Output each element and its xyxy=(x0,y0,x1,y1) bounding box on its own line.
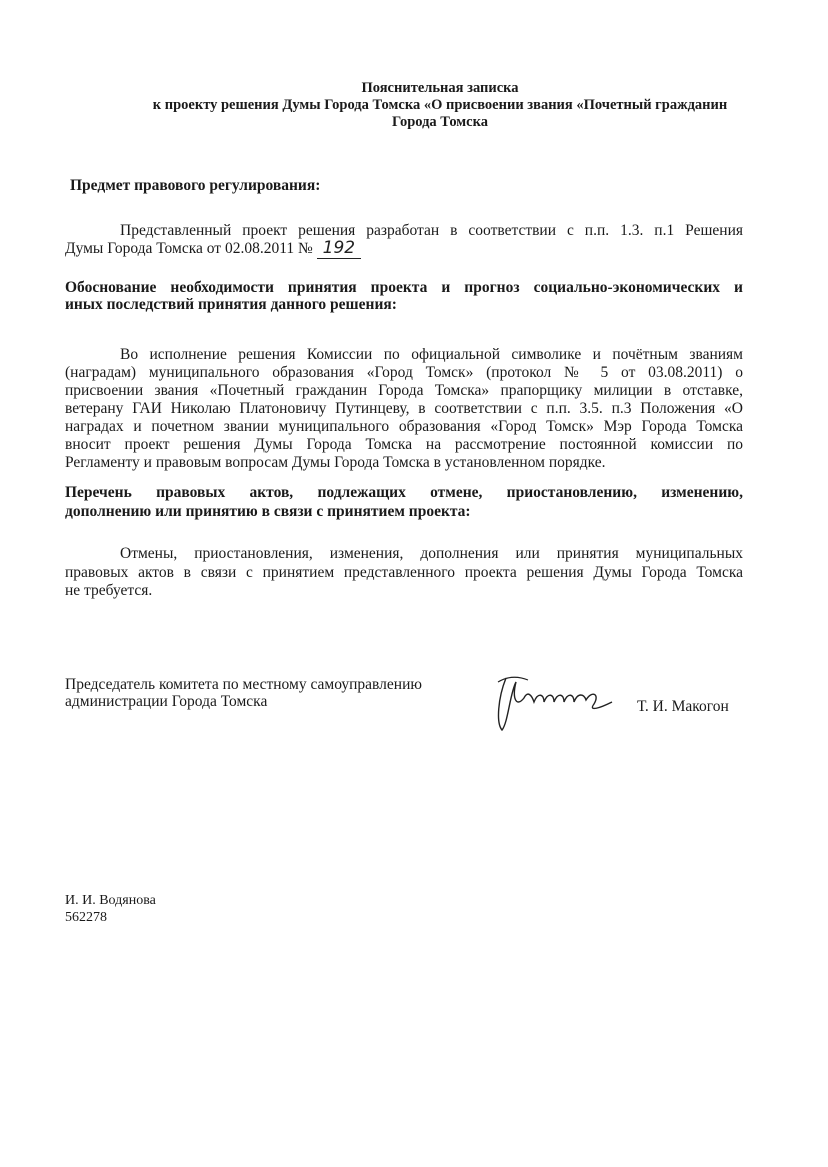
paragraph-text: Думы Города Томска от 02.08.2011 № xyxy=(65,240,313,257)
signatory-name: Т. И. Макогон xyxy=(637,698,729,715)
paragraph-line: Отмены, приостановления, изменения, дополнения или принятия муниципальных xyxy=(120,545,743,562)
title-line: Города Томска xyxy=(392,114,488,130)
paragraph-line: не требуется. xyxy=(65,582,153,599)
paragraph-line: Представленный проект решения разработан в соответствии с п.п. 1.3. п.1 Решения xyxy=(120,222,743,239)
paragraph-line: Регламенту и правовым вопросам Думы Города Томска в установленном порядке. xyxy=(65,454,606,471)
handwritten-signature xyxy=(488,668,618,733)
section-heading: иных последствий принятия данного решения: xyxy=(65,296,397,313)
paragraph-line: (наградам) муниципального образования «Город Томск» (протокол № 5 от 03.08.2011) о xyxy=(65,364,743,381)
executor-phone: 562278 xyxy=(65,910,107,925)
paragraph-line: ветерану ГАИ Николаю Платоновичу Путинцеву, в соответствии с п.п. 3.5. п.3 Положения «О xyxy=(65,400,743,417)
handwritten-number: 192 xyxy=(317,238,361,259)
title-line: Пояснительная записка xyxy=(361,80,519,96)
section-heading: Обоснование необходимости принятия проекта и прогноз социально-экономических и xyxy=(65,279,743,296)
paragraph-line: вносит проект решения Думы Города Томска на рассмотрение постоянной комиссии по xyxy=(65,436,743,453)
signatory-position: Председатель комитета по местному самоуправлению xyxy=(65,676,422,693)
paragraph-line xyxy=(65,238,743,258)
title-line: к проекту решения Думы Города Томска «О присвоении звания «Почетный гражданин xyxy=(152,97,728,113)
executor-name: И. И. Водянова xyxy=(65,893,156,908)
paragraph-line: Во исполнение решения Комиссии по официальной символике и почётным званиям xyxy=(120,346,743,363)
section-heading: дополнению или принятию в связи с принятием проекта: xyxy=(65,503,471,520)
section-heading: Перечень правовых актов, подлежащих отмене, приостановлению, изменению, xyxy=(65,484,743,501)
paragraph-line: присвоении звания «Почетный гражданин Города Томска» прапорщику милиции в отставке, xyxy=(65,382,743,399)
signatory-position: администрации Города Томска xyxy=(65,693,268,710)
paragraph-line: правовых актов в связи с принятием представленного проекта решения Думы Города Томска xyxy=(65,564,743,581)
paragraph-line: наградах и почетном звании муниципального образования «Город Томск» Мэр Города Томска xyxy=(65,418,743,435)
section-heading: Предмет правового регулирования: xyxy=(70,177,321,194)
